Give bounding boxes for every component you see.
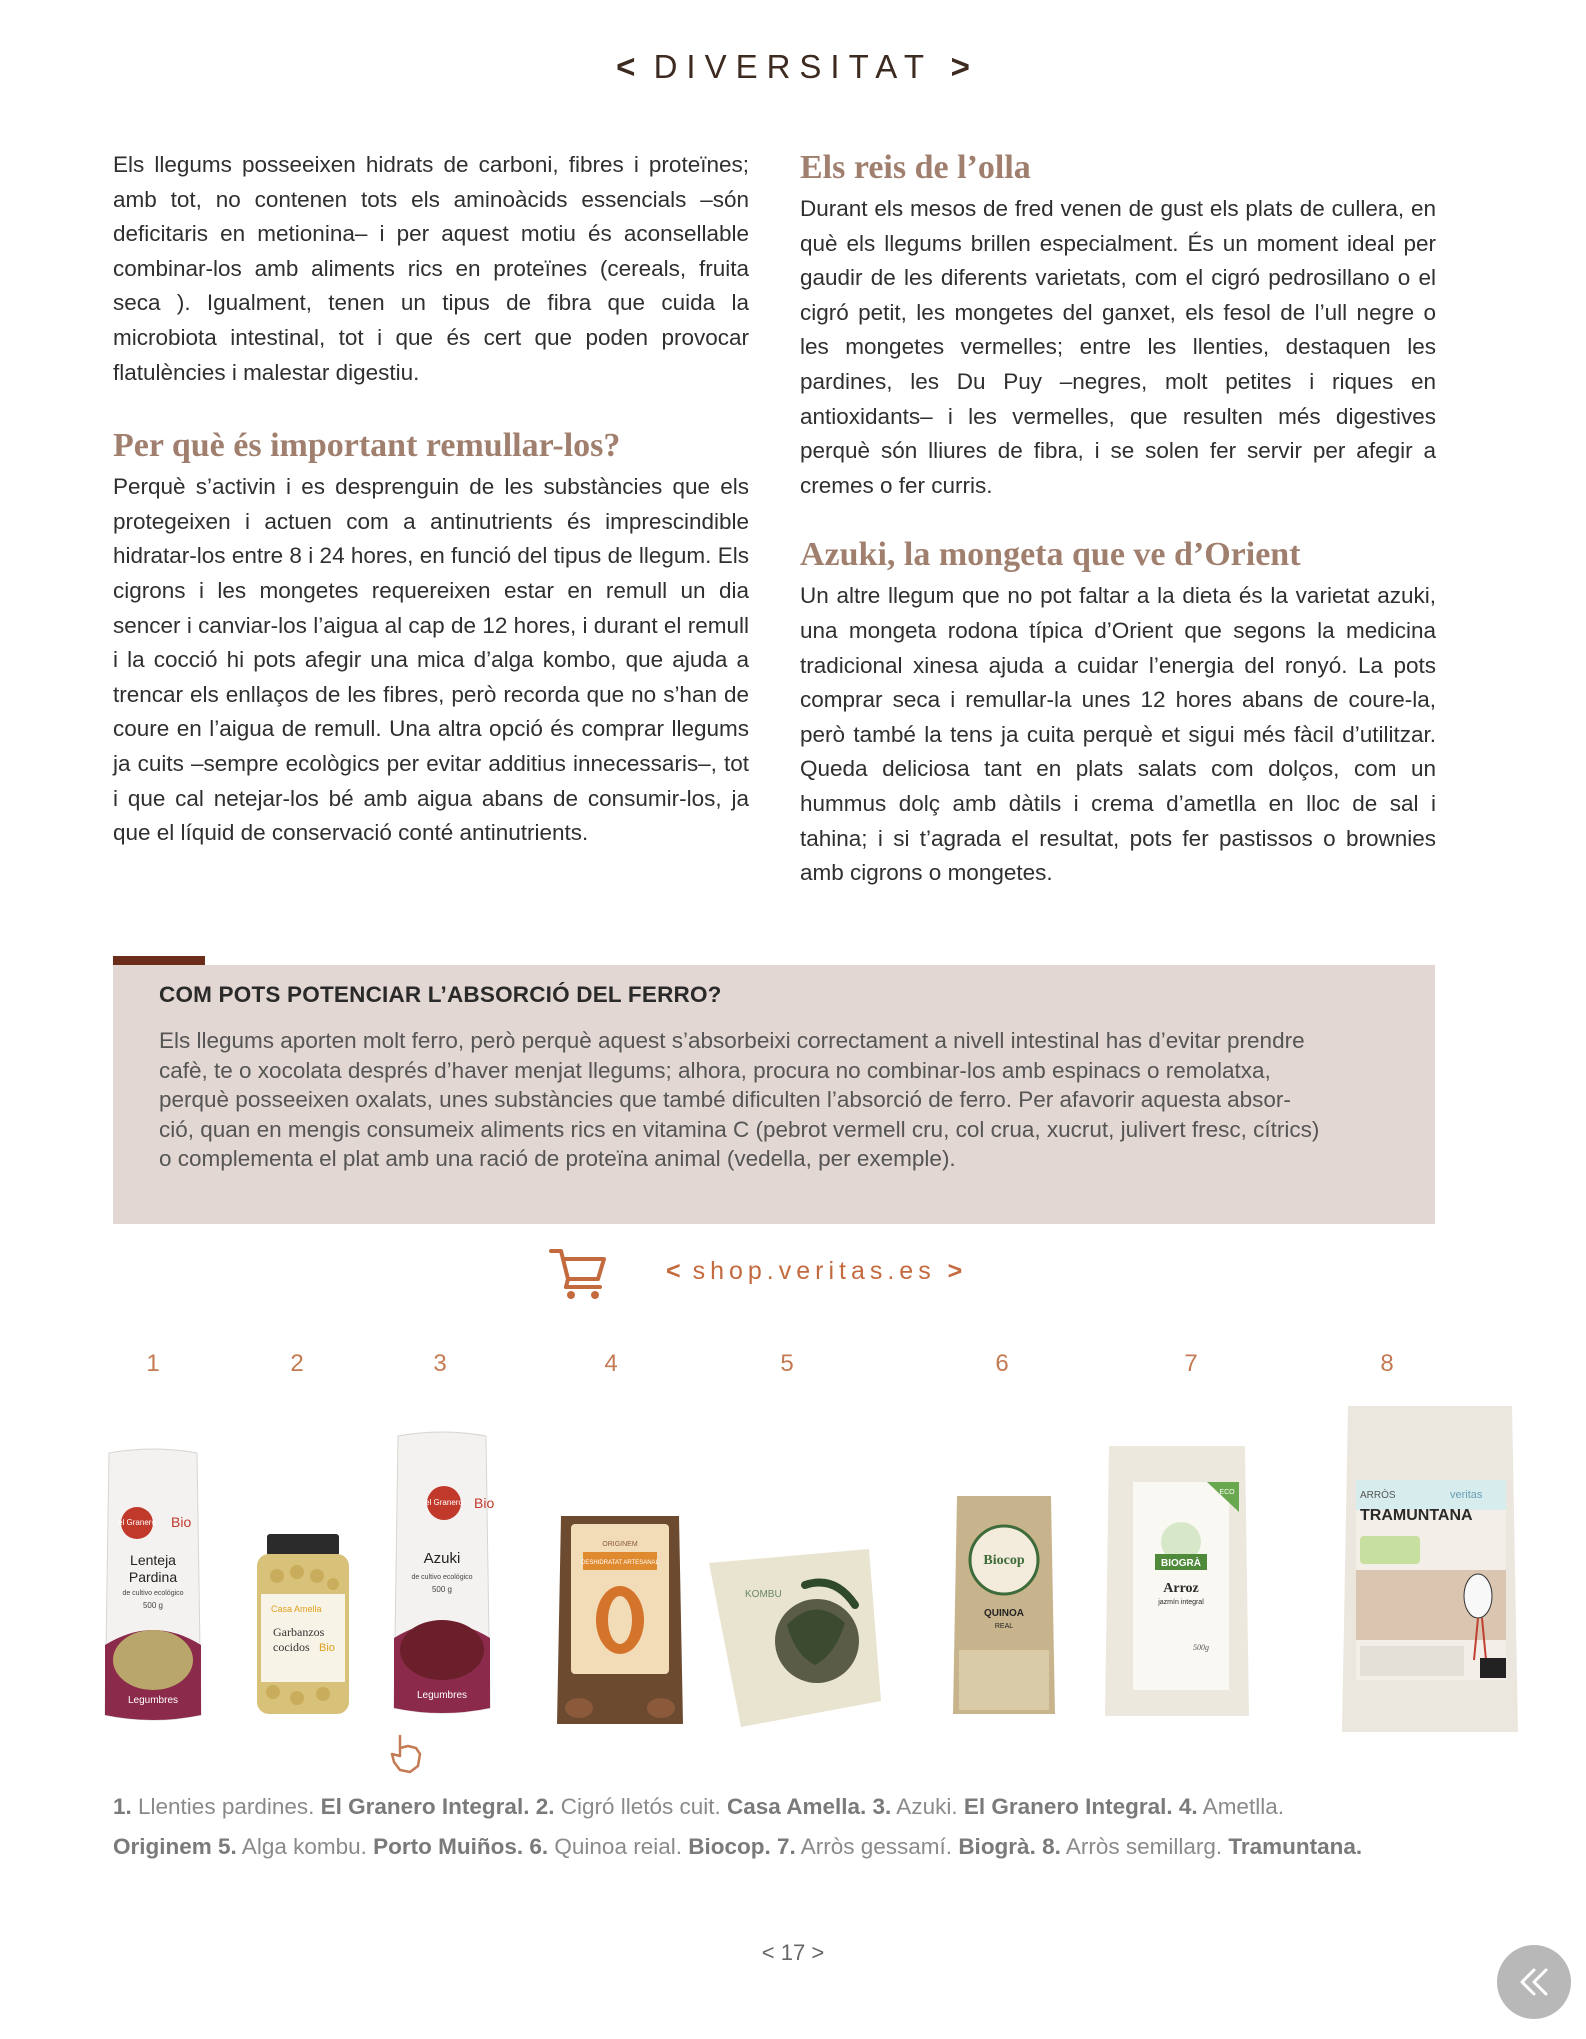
heading-reis-olla: Els reis de l’olla: [800, 149, 1031, 186]
caption-brand: El Granero Integral. 4.: [963, 1794, 1198, 1819]
product-number: 6: [995, 1350, 1009, 1377]
infobox-line: cafè, te o xocolata després d’haver menjat llegums; alhora, procura no combinar-los amb espinacs o remolatxa,: [159, 1057, 1271, 1083]
p6-brand: Biocop: [983, 1553, 1025, 1568]
product-arros-biogra[interactable]: [1103, 1442, 1251, 1722]
product-ametlla-originem[interactable]: [555, 1512, 685, 1730]
p3-brand: el Granero: [425, 1498, 463, 1507]
p1-name1: Lenteja: [130, 1552, 176, 1568]
caption-line-1: [113, 1787, 1443, 1827]
caption-product: Quinoa reial.: [548, 1834, 689, 1859]
section-header: [0, 48, 1586, 86]
p3-name: Azuki: [423, 1550, 461, 1567]
p3-bio: Bio: [474, 1495, 495, 1511]
infobox: [113, 965, 1435, 1224]
infobox-line: perquè posseeixen oxalats, unes substàncies que també dificulten l’absorció de ferro. Per afavorir aquesta absor-: [159, 1087, 1291, 1112]
caption-line-2: [113, 1827, 1443, 1867]
p3-footer: Legumbres: [416, 1690, 468, 1701]
prev-page-button[interactable]: [1497, 1945, 1571, 2019]
caption-brand: Biocop. 7.: [688, 1834, 796, 1859]
p7-weight: 500g: [1193, 1643, 1209, 1652]
azuki-paragraph: Un altre llegum que no pot faltar a la dieta és la varietat azuki, una mongeta rodona típica d’Orient que segons la medicina tradicional xinesa ajuda a cuidar l’energia del ronyó. La pots comprar seca i remullar-la unes 12 hores abans de coure-la, però també la tens ja cuita perquè et sigui més fàcil d’utilitzar. Queda deliciosa tant en plats salats com dolços, com un hummus dolç amb dàtils i crema d’ametlla en lloc de sal i tahina; i si t’agrada el resultat, pots fer pastissos o brownies amb cigrons o mongetes.: [800, 583, 1436, 886]
product-garbanzos-cocidos[interactable]: [253, 1532, 353, 1722]
header-right-chevron: >: [950, 48, 970, 85]
p8-brand: veritas: [1450, 1489, 1483, 1501]
product-number: 2: [290, 1350, 304, 1377]
shop-url: shop.veritas.es: [692, 1257, 936, 1285]
caption-brand: Biogrà. 8.: [958, 1834, 1061, 1859]
heading-soaking: Per què és important remullar-los?: [113, 427, 621, 465]
intro-paragraph: Els llegums posseeixen hidrats de carboni, fibres i proteïnes; amb tot, no contenen tots els aminoàcids essencials –són deficitaris en metionina– i per aquest motiu és aconsellable combinar-los amb aliments rics en proteïnes (cereals, fruita seca ). Igualment, tenen un tipus de fibra que cuida la microbiota intestinal, tot i que és cert que poden provocar flatulències i malestar digestiu.: [113, 152, 749, 385]
reis-olla-paragraph: Durant els mesos de fred venen de gust els plats de cullera, en què els llegums brillen especialment. És un moment ideal per gaudir de les diferents varietats, com el cigró pedrosillano o el cigró petit, les mongetes del ganxet, els fesol de l’ull negre o les mongetes vermelles; entre les llenties, destaquen les pardines, les Du Puy –negres, molt petites i riques en antioxidants– i les vermelles, que resulten més digestives perquè són lliures de fibra, i se solen fer servir per afegir a cremes o fer curris.: [800, 196, 1436, 498]
section-title: DIVERSITAT: [653, 48, 933, 85]
p7-eco: ECO: [1219, 1489, 1235, 1496]
infobox-accent-bar: [113, 956, 205, 965]
p2-brand: Casa Amella: [271, 1604, 322, 1614]
caption-product: Cigró lletós cuit.: [554, 1794, 728, 1819]
product-caption: [113, 1787, 1443, 1867]
product-number: 4: [604, 1350, 618, 1377]
caption-brand: El Granero Integral. 2.: [320, 1794, 555, 1819]
caption-product: Azuki.: [891, 1794, 964, 1819]
p5-label: KOMBU: [745, 1589, 782, 1600]
p1-weight: 500 g: [142, 1601, 164, 1610]
p6-sub: REAL: [994, 1623, 1014, 1630]
shop-right-chevron: >: [947, 1257, 963, 1285]
p2-name2: cocidos: [273, 1640, 310, 1654]
caption-product: Arròs semillarg.: [1060, 1834, 1229, 1859]
product-number: 5: [780, 1350, 794, 1377]
caption-product: Llenties pardines.: [131, 1794, 321, 1819]
caption-brand: Tramuntana.: [1228, 1834, 1363, 1859]
infobox-line: o complementa el plat amb una ració de proteïna animal (vedella, per exemple).: [159, 1146, 956, 1171]
tap-hand-icon: [386, 1730, 426, 1776]
infobox-text: [159, 1026, 1399, 1174]
double-chevron-left-icon: [1514, 1962, 1554, 2002]
p3-weight: 500 g: [431, 1585, 453, 1594]
right-column: [800, 148, 1436, 891]
left-column: [113, 148, 749, 851]
p1-sub: de cultivo ecológico: [122, 1590, 184, 1597]
product-arros-tramuntana[interactable]: [1340, 1400, 1520, 1740]
p6-name: QUINOA: [984, 1608, 1024, 1619]
caption-brand: Porto Muiños. 6.: [373, 1834, 549, 1859]
p1-name2: Pardina: [128, 1569, 178, 1585]
header-left-chevron: <: [616, 48, 636, 85]
p1-brand: el Granero: [118, 1518, 156, 1527]
shop-left-chevron: <: [666, 1257, 681, 1285]
p1-bio: Bio: [171, 1514, 192, 1530]
p4-label: DESHIDRATAT ARTESANAL: [581, 1560, 659, 1566]
caption-product: Ametlla.: [1197, 1794, 1284, 1819]
p2-bio: Bio: [319, 1642, 335, 1654]
p2-name1: Garbanzos: [273, 1625, 325, 1639]
page-number: < 17 >: [761, 1940, 825, 1965]
caption-brand: 1.: [113, 1794, 132, 1819]
p7-name: Arroz: [1163, 1581, 1199, 1596]
product-number: 1: [146, 1350, 160, 1377]
product-number: 8: [1380, 1350, 1394, 1377]
shop-row: [0, 1245, 1586, 1305]
cart-icon[interactable]: [548, 1245, 608, 1301]
infobox-line: ció, quan en mengis consumeix aliments rics en vitamina C (pebrot vermell cru, col crua, xucrut, julivert fresc, cítrics): [159, 1116, 1320, 1142]
p7-brand: BIOGRÀ: [1161, 1558, 1201, 1569]
soaking-paragraph: Perquè s’activin i es desprenguin de les substàncies que els protegeixen i actuen com a antinutrients és imprescindible hidratar-los entre 8 i 24 hores, en funció del tipus de llegum. Els cigrons i les mongetes requereixen estar en remull un dia sencer i canviar-los l’aigua al cap de 12 hores, i durant el remull i la cocció hi pots afegir una mica d’alga kombo, que ajuda a trencar els enllaços de les fibres, però recorda que no s’han de coure en l’aigua de remull. Una altra opció és comprar llegums ja cuits –sempre ecològics per evitar additius innecessaris–, tot i que cal netejar-los bé amb aigua abans de consumir-los, ja que el líquid de conservació conté antinutrients.: [113, 474, 749, 846]
product-kombu-porto-muinos[interactable]: [705, 1545, 883, 1731]
p7-sub: jazmín integral: [1158, 1599, 1204, 1606]
infobox-title: COM POTS POTENCIAR L’ABSORCIÓ DEL FERRO?: [159, 982, 722, 1007]
p4-brand: ORIGINEM: [602, 1541, 638, 1548]
caption-brand: Casa Amella. 3.: [727, 1794, 892, 1819]
p8-name: TRAMUNTANA: [1360, 1507, 1473, 1524]
caption-product: Alga kombu.: [236, 1834, 374, 1859]
product-lenteja-pardina[interactable]: [103, 1445, 203, 1725]
heading-azuki: Azuki, la mongeta que ve d’Orient: [800, 536, 1301, 574]
p1-footer: Legumbres: [127, 1695, 179, 1706]
p3-sub: de cultivo ecológico: [411, 1574, 473, 1581]
p8-top: ARRÒS: [1360, 1490, 1396, 1501]
infobox-line: Els llegums aporten molt ferro, però perquè aquest s’absorbeixi correctament a nivell intestinal has d’evitar prendre: [159, 1028, 1305, 1053]
caption-product: Arròs gessamí.: [795, 1834, 959, 1859]
shop-link[interactable]: [666, 1257, 962, 1286]
caption-brand: Originem 5.: [113, 1834, 237, 1859]
product-number: 7: [1184, 1350, 1198, 1377]
product-quinoa-biocop[interactable]: [949, 1490, 1059, 1720]
product-number: 3: [433, 1350, 447, 1377]
product-azuki[interactable]: [392, 1428, 495, 1718]
